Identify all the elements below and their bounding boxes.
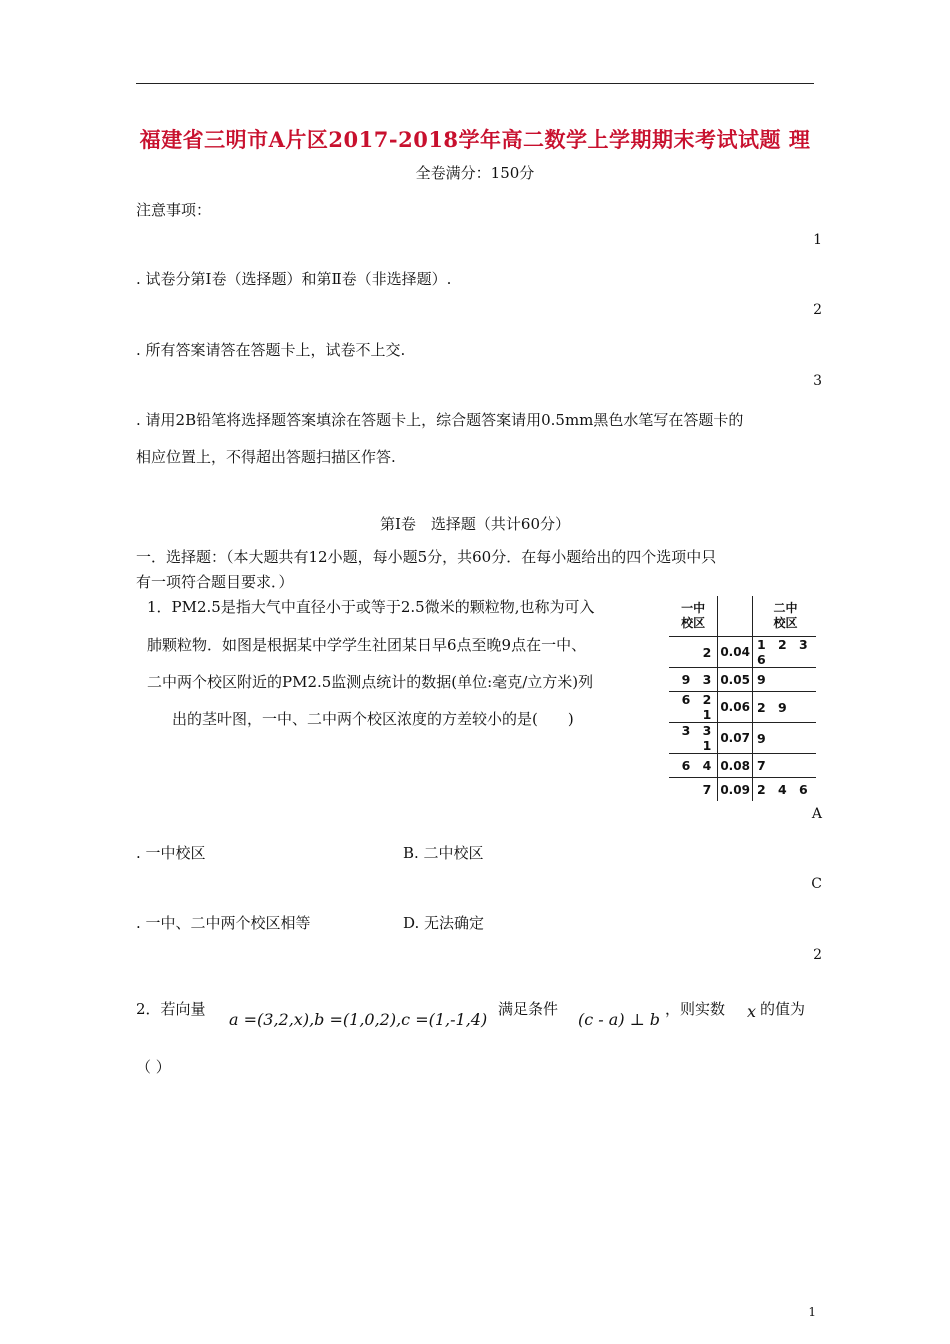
notice-item-number-3: 3 — [813, 373, 822, 389]
q2-variable-text: x — [747, 1002, 757, 1021]
stem-leaf-header-stem — [718, 596, 753, 637]
stem-leaf-header-left: 一中 校区 — [681, 601, 706, 630]
stem-leaf-row — [669, 637, 816, 668]
stem: 0.08 — [718, 754, 753, 778]
leaf-right: 9 — [752, 723, 816, 754]
leaf-left: 9 3 — [669, 668, 718, 692]
stem: 0.04 — [718, 637, 753, 668]
document-title: 福建省三明市A片区2017-2018学年高二数学上学期期末考试试题 理 — [139, 127, 811, 152]
notice-item-2: . 所有答案请答在答题卡上，试卷不上交. — [136, 341, 406, 359]
stem-leaf-row — [669, 778, 816, 802]
q2-variable — [747, 1002, 756, 1021]
section-instructions: 一．选择题：（本大题共有12小题，每小题5分，共60分．在每小题给出的四个选项中只 — [136, 548, 717, 566]
q1-line-1: 1．PM2.5是指大气中直径小于或等于2.5微米的颗粒物,也称为可入 — [147, 598, 595, 616]
stem-leaf-row — [669, 692, 816, 723]
q1-option-a: . 一中校区 — [136, 844, 206, 862]
notice-heading: 注意事项： — [136, 201, 212, 219]
leaf-left: 7 — [669, 778, 718, 802]
stem: 0.07 — [718, 723, 753, 754]
stem-leaf-row — [669, 723, 816, 754]
leaf-right: 9 — [752, 668, 816, 692]
q1-line-3: 二中两个校区附近的PM2.5监测点统计的数据(单位:毫克/立方米)列 — [147, 673, 594, 691]
top-rule — [136, 83, 814, 84]
stem: 0.06 — [718, 692, 753, 723]
notice-item-3-cont: 相应位置上，不得超出答题扫描区作答. — [136, 448, 396, 466]
q2-vectors-formula-text: a =(3,2,x),b =(1,0,2),c =(1,-1,4) — [229, 1010, 488, 1029]
stem: 0.09 — [718, 778, 753, 802]
notice-item-3: . 请用2B铅笔将选择题答案填涂在答题卡上，综合题答案请用0.5mm黑色水笔写在答题卡的 — [136, 411, 744, 429]
notice-item-number-1: 1 — [813, 232, 822, 248]
q2-condition-text: 满足条件 — [498, 1000, 559, 1018]
q1-option-c-letter: C — [811, 876, 822, 892]
leaf-right: 2 4 6 — [752, 778, 816, 802]
leaf-right: 7 — [752, 754, 816, 778]
q1-line-2: 肺颗粒物．如图是根据某中学学生社团某日早6点至晚9点在一中、 — [147, 636, 587, 654]
q2-condition-formula — [578, 1010, 660, 1029]
q2-number: 2 — [813, 947, 822, 963]
stem-leaf-header-right: 二中 校区 — [773, 601, 798, 630]
stem-leaf-plot — [669, 596, 816, 797]
section-title: 第Ⅰ卷 选择题（共计60分） — [379, 515, 570, 533]
leaf-left: 3 3 1 — [669, 723, 718, 754]
leaf-left: 6 2 1 — [669, 692, 718, 723]
leaf-left: 6 4 — [669, 754, 718, 778]
leaf-left: 2 — [669, 637, 718, 668]
q1-option-a-letter: A — [811, 806, 822, 822]
notice-item-1: . 试卷分第Ⅰ卷（选择题）和第Ⅱ卷（非选择题）. — [136, 270, 452, 288]
stem: 0.05 — [718, 668, 753, 692]
q2-condition-formula-text: (c - a) ⊥ b — [578, 1010, 661, 1029]
stem-leaf-row — [669, 668, 816, 692]
section-instructions-cont: 有一项符合题目要求．） — [136, 573, 294, 591]
page-number: 1 — [808, 1305, 816, 1319]
q2-vectors-formula — [229, 1010, 487, 1029]
q2-suffix: ，则实数 — [665, 1000, 726, 1018]
leaf-right: 2 9 — [752, 692, 816, 723]
q2-answer-paren: （ ） — [136, 1058, 171, 1076]
total-score: 全卷满分：150分 — [415, 164, 535, 182]
q1-option-d: D. 无法确定 — [403, 914, 485, 932]
stem-leaf-row — [669, 754, 816, 778]
q2-prefix: 2．若向量 — [136, 1000, 206, 1018]
leaf-right: 1 2 3 6 — [752, 637, 816, 668]
q1-line-4: 出的茎叶图，一中、二中两个校区浓度的方差较小的是( ) — [172, 710, 574, 728]
q1-option-b: B. 二中校区 — [403, 844, 484, 862]
q2-end: 的值为 — [760, 1000, 806, 1018]
q1-option-c: . 一中、二中两个校区相等 — [136, 914, 311, 932]
notice-item-number-2: 2 — [813, 302, 822, 318]
